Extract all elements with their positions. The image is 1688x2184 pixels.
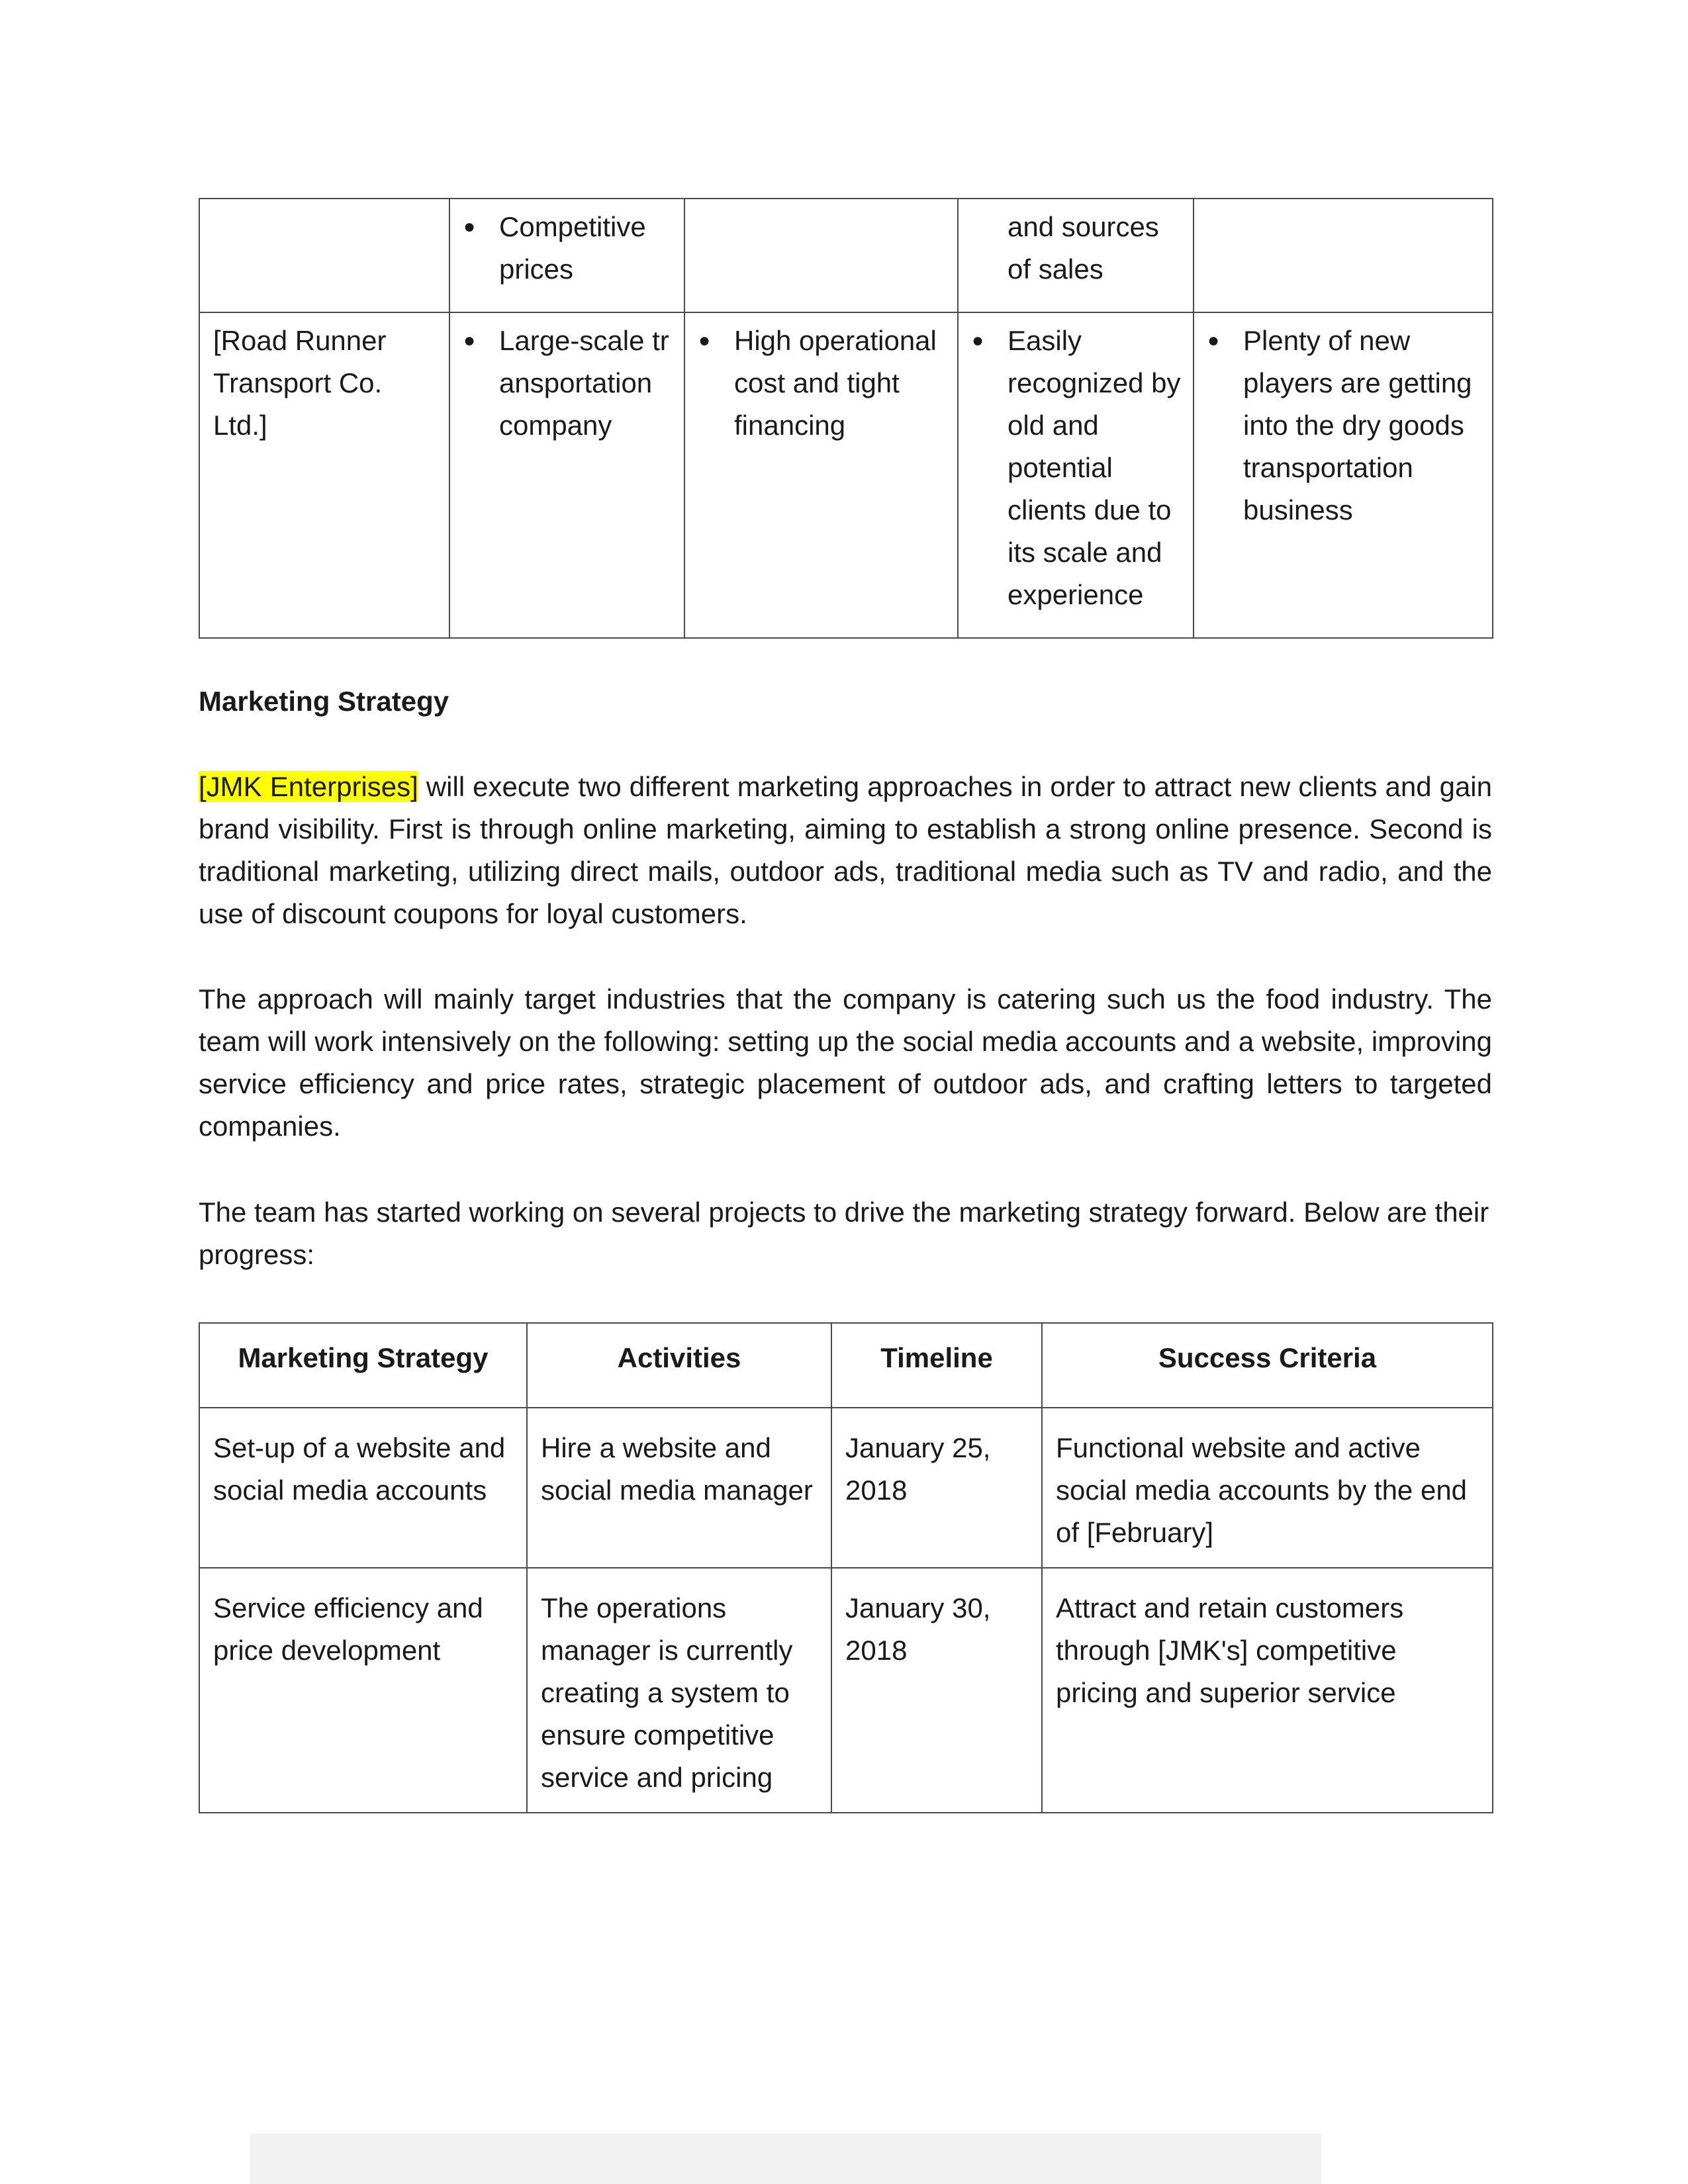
list-item: ● Easily recognized by old and potential clients due to its scale and experience [972, 320, 1181, 616]
paragraph: The team has started working on several projects to drive the marketing strategy forward. Below are their progress: [199, 1197, 1489, 1270]
weaknesses-cell [684, 312, 958, 638]
paragraph: The approach will mainly target industries that the company is catering such us the food industry. The team will work intensively on the following: setting up the social media accounts and a website, improving service efficiency and price rates, strategic placement of outdoor ads, and crafting letters to targeted companies. [199, 983, 1492, 1142]
competitor-name-cell [199, 199, 449, 312]
highlighted-company-name: [JMK Enterprises] [199, 771, 418, 802]
table-cell: January 25, 2018 [831, 1408, 1042, 1568]
opportunities-cell [958, 199, 1194, 312]
column-header: Success Criteria [1042, 1323, 1493, 1408]
footer-band [250, 2134, 1321, 2184]
competitor-table [199, 198, 1493, 639]
section-heading: Marketing Strategy [199, 686, 449, 717]
marketing-strategy-table [199, 1322, 1493, 1813]
table-cell: Functional website and active social media accounts by the end of [February] [1042, 1408, 1493, 1568]
table-cell: Attract and retain customers through [JMK's] competitive pricing and superior service [1042, 1568, 1493, 1813]
opportunities-cell [958, 312, 1194, 638]
competitor-name-cell: [Road Runner Transport Co. Ltd.] [199, 312, 449, 638]
table-header-row [199, 1323, 1493, 1408]
paragraph [199, 766, 1492, 935]
paragraph-text: will execute two different marketing approaches in order to attract new clients and gain brand visibility. First is through online marketing, aiming to establish a strong online presence. Second is traditional marketing, utilizing direct mails, outdoor ads, traditional media such as TV and radio, and the use of discount coupons for loyal customers. [199, 771, 1492, 929]
list-item: ● Plenty of new players are getting into the dry goods transportation business [1207, 320, 1480, 531]
table-row [199, 1568, 1493, 1813]
table-cell: Set-up of a website and social media accounts [199, 1408, 527, 1568]
table-cell: The operations manager is currently creating a system to ensure competitive service and pricing [527, 1568, 831, 1813]
strengths-cell [449, 199, 684, 312]
list-item: ● Large-scale transportation company [463, 320, 672, 447]
table-row [199, 199, 1493, 312]
table-cell: Service efficiency and price development [199, 1568, 527, 1813]
table-row [199, 1408, 1493, 1568]
column-header: Timeline [831, 1323, 1042, 1408]
threats-cell [1194, 312, 1493, 638]
weaknesses-cell [684, 199, 958, 312]
list-item: ● High operational cost and tight financing [698, 320, 945, 447]
list-item: and sources of sales [1008, 211, 1159, 285]
table-row [199, 312, 1493, 638]
table-cell: Hire a website and social media manager [527, 1408, 831, 1568]
column-header: Activities [527, 1323, 831, 1408]
table-cell: January 30, 2018 [831, 1568, 1042, 1813]
column-header: Marketing Strategy [199, 1323, 527, 1408]
threats-cell [1194, 199, 1493, 312]
list-item: ● Competitive prices [463, 206, 672, 291]
strengths-cell [449, 312, 684, 638]
